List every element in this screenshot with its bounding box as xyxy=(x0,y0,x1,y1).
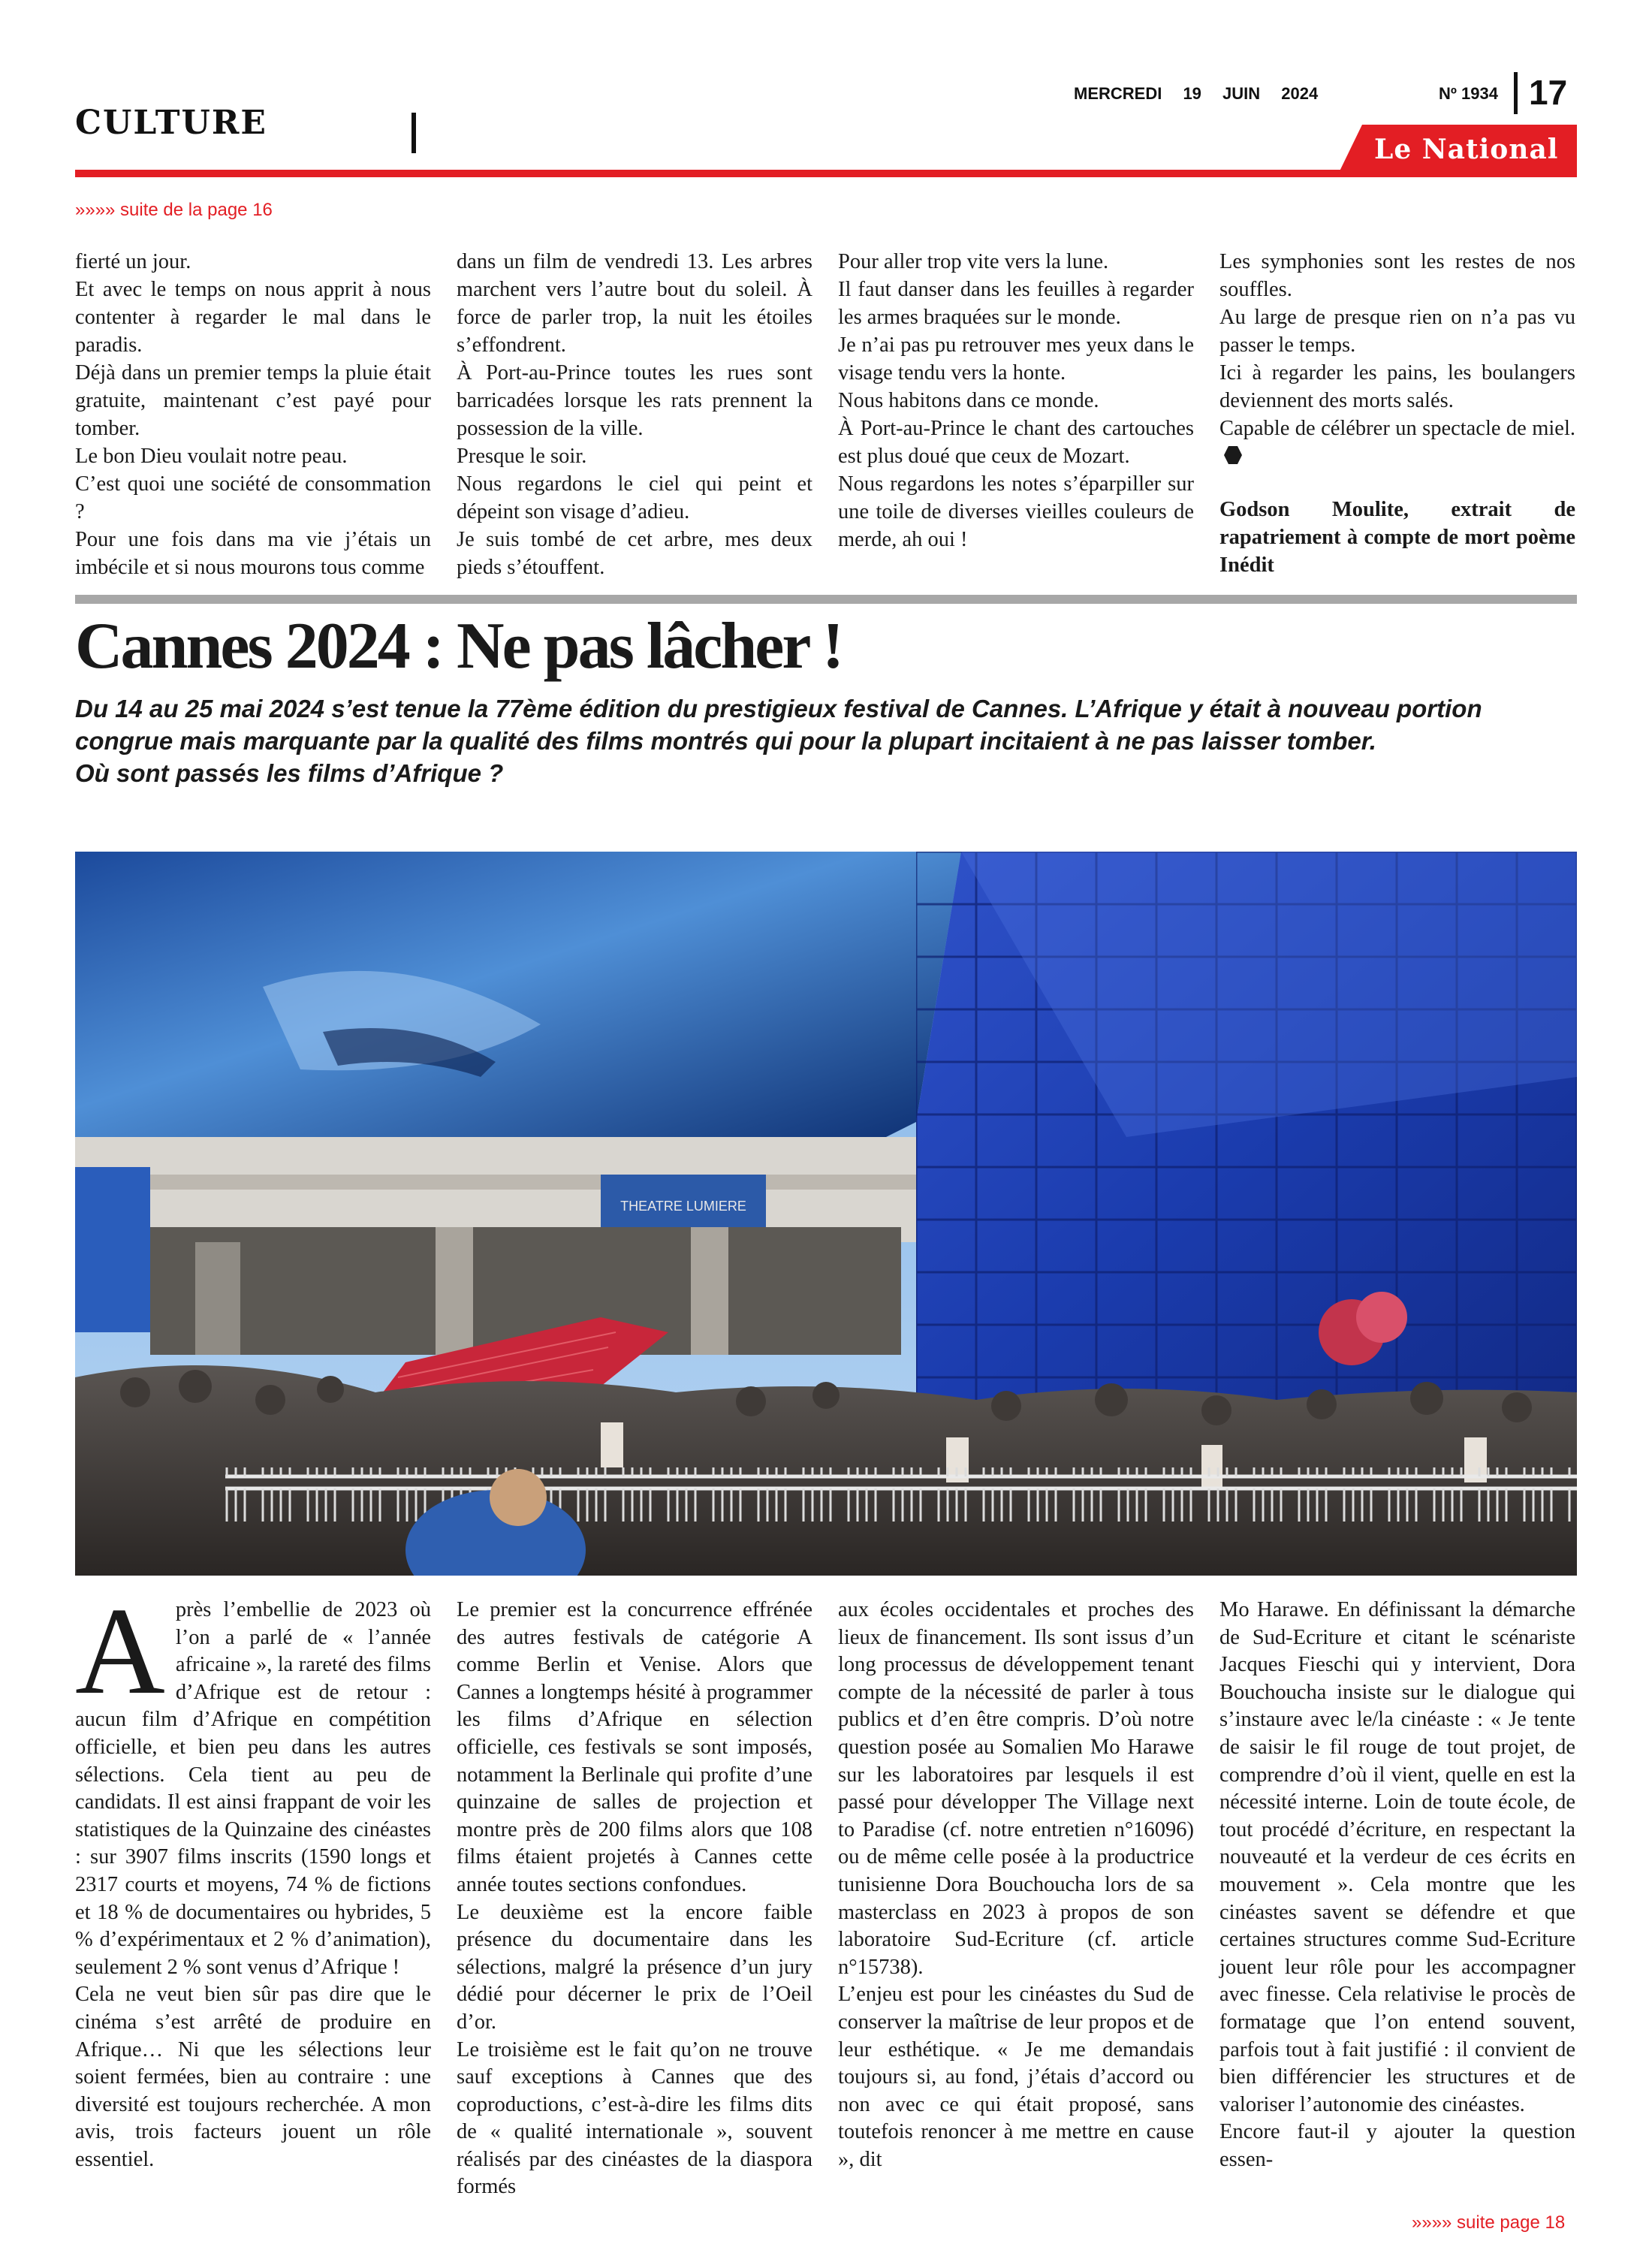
poem-line: Nous regardons le ciel qui peint et dépeint son visage d’adieu. xyxy=(457,472,812,523)
poem-column-3 xyxy=(838,248,1194,553)
article-paragraph: Cela ne veut bien sûr pas dire que le cinéma s’est arrêté de produire en Afrique… Ni que les sélections leur soient fermées, bien au contraire : une diversité est toujours recherchée. A mon avis, trois facteurs jouent un rôle essentiel. xyxy=(75,1983,431,2171)
standfirst-text: Du 14 au 25 mai 2024 s’est tenue la 77ème édition du prestigieux festival de Cannes. L’Afrique y était à nouveau portion congrue mais marquante par la qualité des films montrés qui pour la plupart incitaient à ne pas laisser tomber. xyxy=(75,695,1482,755)
theatre-sign: THEATRE LUMIERE xyxy=(620,1199,746,1214)
article-paragraph: Encore faut-il y ajouter la question essen- xyxy=(1219,2120,1575,2171)
masthead-name: Le National xyxy=(1374,134,1559,165)
article-paragraph: aux écoles occidentales et proches des lieux de financement. Ils sont issus d’un long processus de développement tenant compte de la nécessité de parler à tous publics et d’en être compris. D’où notre question posée au Somalien Mo Harawe sur les laboratoires par lesquels il est passé pour développer The Village next to Paradise (cf. notre entretien n°16096) ou de même celle posée à la productrice tunisienne Dora Bouchoucha lors de sa masterclass en 2023 à propos de son laboratoire Sud-Ecriture (cf. article n°15738). xyxy=(838,1598,1194,1979)
issue-date: MERCREDI 19 JUIN 2024 xyxy=(1074,84,1319,103)
poem-line-last xyxy=(1219,415,1575,470)
article-column-3 xyxy=(838,1597,1194,2173)
standfirst-question: Où sont passés les films d’Afrique ? xyxy=(75,759,504,787)
poem-line: Je n’ai pas pu retrouver mes yeux dans le visage tendu vers la honte. xyxy=(838,333,1194,385)
poem-line: Ici à regarder les pains, les boulangers deviennent des morts salés. xyxy=(1219,361,1575,412)
poem-line: Déjà dans un premier temps la pluie était gratuite, maintenant c’est payé pour tomber. xyxy=(75,361,431,440)
article-paragraph: Le troisième est le fait qu’on ne trouve sauf exceptions à Cannes que des coproductions, c’est-à-dire les films dits de « qualité internationale », souvent réalisés par des cinéastes de la diaspora formés xyxy=(457,2037,812,2199)
article-column-2 xyxy=(457,1597,812,2201)
poem-line: fierté un jour. xyxy=(75,250,191,273)
poem-line: À Port-au-Prince le chant des cartouches est plus doué que ceux de Mozart. xyxy=(838,417,1194,468)
article-headline: Cannes 2024 : Ne pas lâcher ! xyxy=(75,610,843,683)
poem-line: Le bon Dieu voulait notre peau. xyxy=(75,445,348,468)
issue-number: Nº 1934 xyxy=(1439,84,1498,103)
section-label: CULTURE xyxy=(75,104,267,142)
page-number-divider xyxy=(1514,72,1518,114)
poem-last-line-text: Capable de célébrer un spectacle de miel. xyxy=(1219,417,1575,440)
poem-line: Nous regardons les notes s’éparpiller sur une toile de diverses vieilles couleurs de merde, ah oui ! xyxy=(838,472,1194,551)
poem-line: C’est quoi une société de consommation ? xyxy=(75,472,431,523)
festival-palace-photo xyxy=(75,852,1577,1576)
drop-cap: A xyxy=(75,1582,165,1720)
section-divider xyxy=(75,595,1577,604)
poem-line: Au large de presque rien on n’a pas vu passer le temps. xyxy=(1219,306,1575,357)
photo-illustration xyxy=(75,852,1577,1576)
article-paragraph-lead xyxy=(75,1582,431,1981)
lead-text: près l’embellie de 2023 où l’on a parlé de « l’année africaine », la rareté des films d’Afrique est de retour : aucun film d’Afrique en compétition officielle, et bien peu dans les autres sélections. Cela tient au peu de candidats. Il est ainsi frappant de voir les statistiques de la Quinzaine des cinéastes : sur 3907 films inscrits (1590 longs et 2317 courts et moyens, 74 % de fictions et 18 % de documentaires ou hybrides, 5 % d’expérimentaux et 2 % d’animation), seulement 2 % sont venus d’Afrique ! xyxy=(75,1598,431,1979)
continued-from-link[interactable]: »»»» suite de la page 16 xyxy=(75,200,273,220)
article-paragraph: Le premier est la concurrence effrénée des autres festivals de catégorie A comme Berlin et Venise. Alors que Cannes a longtemps hésité à programmer les films d’Afrique en sélection officielle, ces festivals se sont imposés, notamment la Berlinale qui profite d’une quinzaine de salles de projection et montre près de 200 films alors que 108 films étaient projetés à Cannes cette année toutes sections confondues. xyxy=(457,1598,812,1896)
page-number: 17 xyxy=(1529,73,1568,112)
article-column-1 xyxy=(75,1582,431,2173)
poem-line: Nous habitons dans ce monde. xyxy=(838,389,1099,412)
poem-column-2 xyxy=(457,248,812,581)
poem-line: Je suis tombé de cet arbre, mes deux pieds s’étouffent. xyxy=(457,528,812,579)
section-divider-bar xyxy=(411,113,416,153)
poem-line: Les symphonies sont les restes de nos souffles. xyxy=(1219,250,1575,301)
poem-column-4 xyxy=(1219,248,1575,579)
poem-line: Il faut danser dans les feuilles à regarder les armes braquées sur le monde. xyxy=(838,278,1194,329)
poem-line: Pour aller trop vite vers la lune. xyxy=(838,250,1109,273)
poem-column-1 xyxy=(75,248,431,581)
poem-line: dans un film de vendredi 13. Les arbres marchent vers l’autre bout du soleil. À force de parler trop, la nuit les étoiles s’effondrent. xyxy=(457,250,812,357)
poem-line: Presque le soir. xyxy=(457,445,587,468)
article-column-4 xyxy=(1219,1597,1575,2173)
poem-credit: Godson Moulite, extrait de rapatriement à compte de mort poème Inédit xyxy=(1219,498,1575,577)
poem-line: Pour une fois dans ma vie j’étais un imbécile et si nous mourons tous comme xyxy=(75,528,431,579)
article-paragraph: Mo Harawe. En définissant la démarche de Sud-Ecriture et citant le scénariste Jacques Fieschi qui y intervient, Dora Bouchoucha insiste sur le dialogue qui s’instaure avec le/la cinéaste : « Je tente de saisir le fil rouge de tout projet, de comprendre d’où il vient, quelle en est la nécessité interne. Loin de toute école, de tout procédé d’écriture, en respectant la nouveauté et la verdeur de ces écrits en mouvement ». Cela montre que les cinéastes savent se défendre et que certaines structures comme Sud-Ecriture jouent leur rôle pour les accompagner avec finesse. Cela relativise le procès de formatage que l’on entend souvent, parfois tout à fait justifié : il convient de bien différencier les structures et de valoriser l’autonomie des cinéastes. xyxy=(1219,1598,1575,2116)
article-paragraph: L’enjeu est pour les cinéastes du Sud de conserver la maîtrise de leur propos et de leur esthétique. « Je me demandais toujours si, au fond, j’étais d’accord ou non avec ce qui était proposé, sans toutefois renoncer à me mettre en cause », dit xyxy=(838,1983,1194,2171)
poem-line: À Port-au-Prince toutes les rues sont barricadées lorsque les rats prennent la possession de la ville. xyxy=(457,361,812,440)
article-paragraph: Le deuxième est la encore faible présence du documentaire dans les sélections, malgré la présence d’un jury dédié pour décerner le prix de l’Oeil d’or. xyxy=(457,1900,812,2034)
end-mark-icon xyxy=(1224,446,1242,464)
continued-on-link[interactable]: »»»» suite page 18 xyxy=(1412,2212,1566,2233)
article-standfirst xyxy=(75,692,1577,789)
poem-line: Et avec le temps on nous apprit à nous contenter à regarder le mal dans le paradis. xyxy=(75,278,431,357)
